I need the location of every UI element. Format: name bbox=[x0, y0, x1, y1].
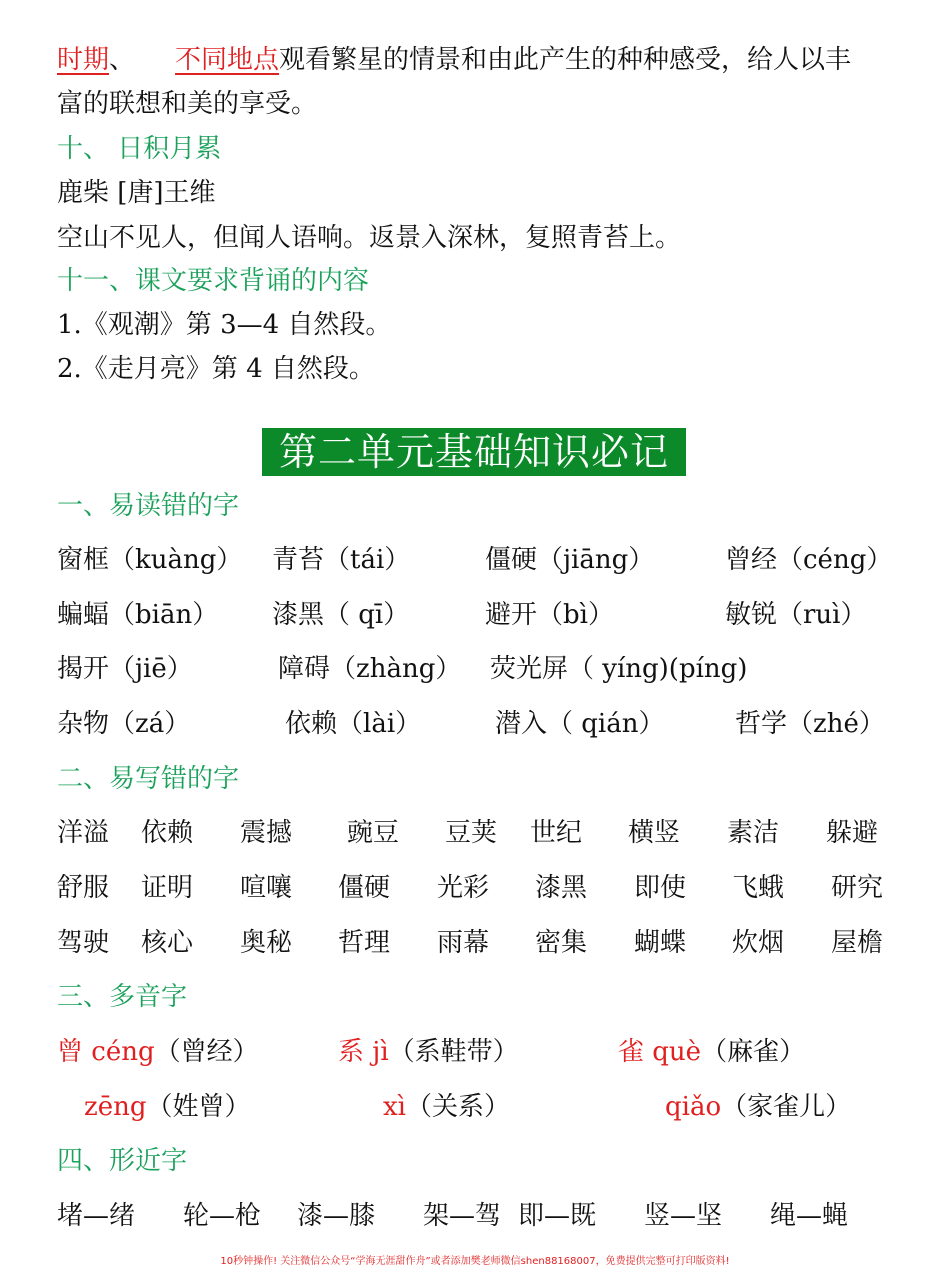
footer-notice: 10秒钟操作! 关注微信公众号“学海无涯甜作舟”或者添加樊老师微信shen88168007，免费提供完整可打印版资料! bbox=[220, 1256, 730, 1267]
easy-write-word: 喧嚷 bbox=[240, 873, 293, 903]
polyphone-char: 雀 bbox=[618, 1037, 645, 1067]
easy-write-word: 洋溢 bbox=[57, 818, 110, 848]
highlight-place: 不同地点 bbox=[175, 45, 280, 75]
easy-write-word: 驾驶 bbox=[57, 928, 110, 958]
polyphone-pinyin: qiǎo bbox=[665, 1092, 722, 1122]
easy-write-word: 光彩 bbox=[437, 873, 490, 903]
polyphone-pinyin: què bbox=[652, 1037, 702, 1067]
easy-write-word: 炊烟 bbox=[732, 928, 785, 958]
easy-read-item: 窗框（kuàng） bbox=[57, 545, 243, 575]
easy-write-word: 素洁 bbox=[727, 818, 780, 848]
easy-read-item: 曾经（céng） bbox=[725, 545, 893, 575]
recite-item-2: 2.《走月亮》第 4 自然段。 bbox=[57, 354, 375, 384]
unit-title: 第二单元基础知识必记 bbox=[262, 428, 686, 476]
easy-write-word: 屋檐 bbox=[831, 928, 884, 958]
polyphone-pinyin: zēng bbox=[84, 1092, 147, 1122]
intro-text: 观看繁星的情景和由此产生的种种感受，给人以丰 bbox=[279, 45, 852, 75]
easy-read-heading: 一、易读错的字 bbox=[57, 491, 240, 521]
similar-pair: 堵—绪 bbox=[57, 1201, 136, 1231]
polyphone-word: （系鞋带） bbox=[388, 1037, 519, 1067]
easy-write-word: 密集 bbox=[535, 928, 588, 958]
similar-pair: 漆—膝 bbox=[297, 1201, 376, 1231]
polyphone-char: 曾 bbox=[57, 1037, 84, 1067]
easy-read-item: 杂物（zá） bbox=[57, 709, 191, 739]
easy-write-word: 飞蛾 bbox=[732, 873, 785, 903]
polyphone-word: （曾经） bbox=[154, 1037, 259, 1067]
polyphone-row-1 bbox=[338, 1034, 519, 1070]
similar-pair: 竖—坚 bbox=[644, 1201, 723, 1231]
polyphone-pinyin: xì bbox=[383, 1092, 406, 1122]
similar-pair: 绳—蝇 bbox=[770, 1201, 849, 1231]
highlight-period: 时期 bbox=[57, 45, 110, 75]
easy-write-word: 即使 bbox=[634, 873, 687, 903]
polyphone-word: （家雀儿） bbox=[721, 1092, 852, 1122]
polyphone-pinyin: céng bbox=[91, 1037, 155, 1067]
recite-item-1: 1.《观潮》第 3—4 自然段。 bbox=[57, 310, 392, 340]
polyphone-pinyin: jì bbox=[372, 1037, 389, 1067]
easy-write-word: 哲理 bbox=[338, 928, 391, 958]
easy-read-item: 青苔（tái） bbox=[272, 545, 411, 575]
polyphone-word: （姓曾） bbox=[146, 1092, 251, 1122]
intro-line-1 bbox=[57, 42, 851, 78]
polyphone-row-2 bbox=[383, 1089, 510, 1125]
polyphone-word: （麻雀） bbox=[701, 1037, 806, 1067]
polyphone-word: （关系） bbox=[405, 1092, 510, 1122]
easy-write-word: 横竖 bbox=[628, 818, 681, 848]
easy-write-word: 核心 bbox=[141, 928, 194, 958]
poem-text: 空山不见人，但闻人语响。返景入深林，复照青苔上。 bbox=[57, 223, 682, 253]
polyphone-row-1 bbox=[618, 1034, 805, 1070]
easy-write-word: 漆黑 bbox=[535, 873, 588, 903]
intro-line-2: 富的联想和美的享受。 bbox=[57, 89, 318, 119]
easy-write-word: 震撼 bbox=[240, 818, 293, 848]
easy-read-item: 哲学（zhé） bbox=[735, 709, 885, 739]
easy-write-word: 雨幕 bbox=[437, 928, 490, 958]
similar-heading: 四、形近字 bbox=[57, 1146, 188, 1176]
easy-read-item: 僵硬（jiāng） bbox=[485, 545, 655, 575]
similar-pair: 轮—枪 bbox=[183, 1201, 262, 1231]
polyphone-row-2 bbox=[84, 1089, 251, 1125]
polyphone-row-2 bbox=[665, 1089, 851, 1125]
easy-write-word: 研究 bbox=[831, 873, 884, 903]
easy-write-heading: 二、易写错的字 bbox=[57, 764, 240, 794]
easy-write-word: 蝴蝶 bbox=[634, 928, 687, 958]
easy-write-word: 躲避 bbox=[826, 818, 879, 848]
easy-read-item: 漆黑（ qī） bbox=[272, 600, 410, 630]
easy-write-word: 僵硬 bbox=[338, 873, 391, 903]
polyphone-row-1 bbox=[57, 1034, 259, 1070]
easy-write-word: 奥秘 bbox=[240, 928, 293, 958]
easy-write-word: 世纪 bbox=[530, 818, 583, 848]
easy-write-word: 证明 bbox=[141, 873, 194, 903]
easy-read-item: 障碍（zhàng） bbox=[278, 654, 462, 684]
easy-read-item: 潜入（ qián） bbox=[495, 709, 665, 739]
intro-separator: 、 bbox=[109, 45, 136, 75]
easy-write-word: 舒服 bbox=[57, 873, 110, 903]
easy-read-item: 敏锐（ruì） bbox=[725, 600, 867, 630]
polyphone-char: 系 bbox=[338, 1037, 365, 1067]
easy-read-item: 荧光屏（ yíng)(píng) bbox=[490, 654, 748, 684]
easy-read-item: 依赖（lài） bbox=[285, 709, 422, 739]
easy-read-item: 揭开（jiē） bbox=[57, 654, 193, 684]
section-10-heading: 十、 日积月累 bbox=[57, 134, 222, 164]
polyphone-heading: 三、多音字 bbox=[57, 982, 188, 1012]
poem-title: 鹿柴 [唐]王维 bbox=[57, 178, 216, 208]
section-11-heading: 十一、课文要求背诵的内容 bbox=[57, 266, 370, 296]
easy-write-word: 豆荚 bbox=[445, 818, 498, 848]
easy-write-word: 依赖 bbox=[141, 818, 194, 848]
similar-pair: 架—驾 bbox=[423, 1201, 502, 1231]
easy-read-item: 避开（bì） bbox=[485, 600, 614, 630]
easy-write-word: 豌豆 bbox=[347, 818, 400, 848]
easy-read-item: 蝙蝠（biān） bbox=[57, 600, 219, 630]
similar-pair: 即—既 bbox=[518, 1201, 597, 1231]
